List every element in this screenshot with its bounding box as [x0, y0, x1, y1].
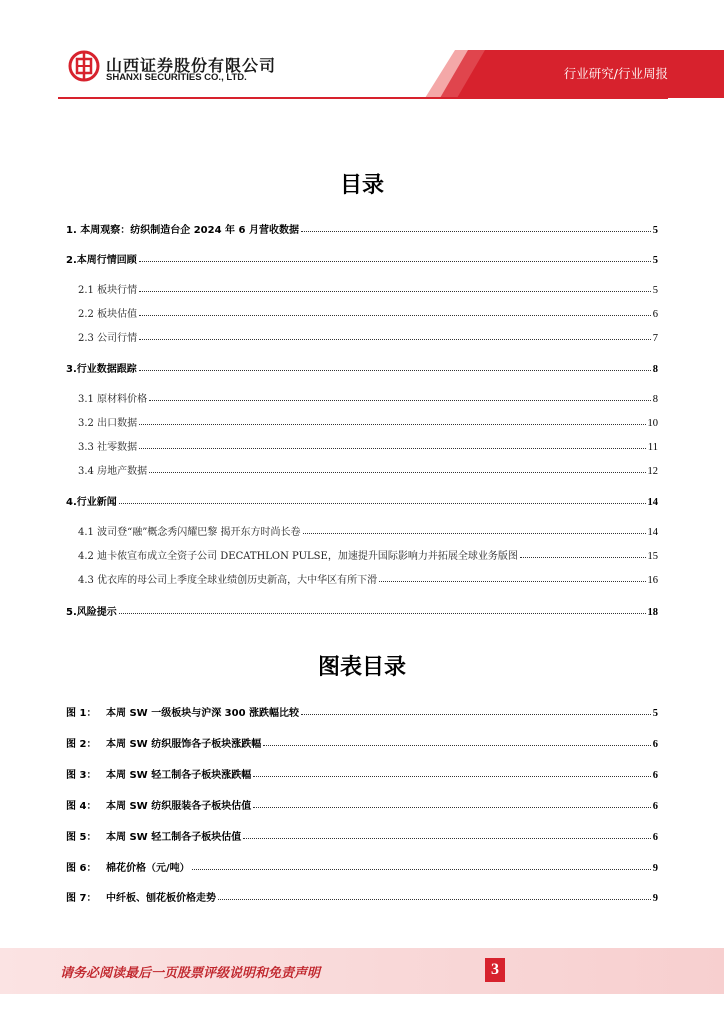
toc-item[interactable]: [78, 328, 658, 344]
toc-item-page: 5: [652, 255, 658, 266]
toc-item[interactable]: [78, 413, 658, 429]
company-name-en: SHANXI SECURITIES CO., LTD.: [106, 72, 247, 83]
toc-leader-dots: [301, 231, 651, 232]
toc-item-title: 4.3 优衣库的母公司上季度全球业绩创历史新高，大中华区有所下滑: [78, 575, 378, 586]
figure-page: 9: [652, 893, 658, 904]
toc-item-title: 3.2 出口数据: [78, 418, 138, 429]
toc-item-page: 5: [652, 285, 658, 296]
figures-title: 图表目录: [317, 655, 406, 680]
figure-title: 棉花价格（元/吨）: [106, 863, 190, 874]
toc-leader-dots: [139, 370, 651, 371]
toc-item-title: 4.1 波司登“融”概念秀闪耀巴黎 揭开东方时尚长卷: [78, 527, 301, 538]
figure-number: 图 7：: [66, 893, 97, 904]
figure-page: 6: [652, 801, 658, 812]
toc-item-page: 8: [652, 364, 658, 375]
toc-item[interactable]: [78, 304, 658, 320]
figure-number: 图 3：: [66, 770, 97, 781]
toc-item-page: 5: [652, 225, 658, 236]
toc-item-title: 2.2 板块估值: [78, 309, 138, 320]
figure-number: 图 4：: [66, 801, 97, 812]
toc-item-page: 14: [647, 497, 658, 508]
figure-leader-dots: [192, 869, 651, 870]
toc-leader-dots: [139, 291, 651, 292]
figure-number: 图 2：: [66, 739, 97, 750]
figure-number: 图 6：: [66, 863, 97, 874]
toc-leader-dots: [379, 581, 645, 582]
toc-item[interactable]: [78, 522, 658, 538]
figure-number: 图 5：: [66, 832, 97, 843]
toc-item-title: 3.行业数据跟踪: [66, 364, 137, 375]
toc-item[interactable]: [78, 389, 658, 405]
figure-page: 6: [652, 832, 658, 843]
toc-item-page: 15: [647, 551, 658, 562]
toc-item[interactable]: [66, 492, 658, 508]
toc-item-title: 3.4 房地产数据: [78, 466, 148, 477]
report-category: 行业研究/行业周报: [563, 66, 668, 81]
toc-item-title: 2.1 板块行情: [78, 285, 138, 296]
toc-leader-dots: [149, 472, 645, 473]
figure-leader-dots: [253, 807, 651, 808]
toc-leader-dots: [139, 448, 646, 449]
figure-item[interactable]: [66, 734, 658, 750]
toc-item-page: 8: [652, 394, 658, 405]
toc-item-page: 10: [647, 418, 658, 429]
toc-leader-dots: [149, 400, 651, 401]
toc-leader-dots: [119, 503, 646, 504]
toc-item-page: 14: [647, 527, 658, 538]
figure-item[interactable]: [66, 858, 658, 874]
toc-item[interactable]: [78, 437, 658, 453]
toc-item-page: 18: [647, 607, 658, 618]
toc-item-page: 7: [652, 333, 658, 344]
toc-item-title: 1. 本周观察：纺织制造台企 2024 年 6 月营收数据: [66, 225, 299, 236]
toc-item-title: 5.风险提示: [66, 607, 117, 618]
figure-item[interactable]: [66, 765, 658, 781]
figure-leader-dots: [243, 838, 651, 839]
figure-page: 9: [652, 863, 658, 874]
toc-leader-dots: [139, 424, 645, 425]
figure-title: 中纤板、刨花板价格走势: [106, 893, 216, 904]
figure-title: 本周 SW 纺织服装各子板块估值: [106, 801, 252, 812]
toc-item-title: 2.3 公司行情: [78, 333, 138, 344]
toc-item[interactable]: [66, 602, 658, 618]
toc-leader-dots: [303, 533, 646, 534]
figure-item[interactable]: [66, 888, 658, 904]
figure-leader-dots: [218, 899, 651, 900]
figure-page: 5: [652, 708, 658, 719]
figure-item[interactable]: [66, 827, 658, 843]
page-header: [0, 0, 724, 100]
figure-title: 本周 SW 轻工制各子板块涨跌幅: [106, 770, 252, 781]
toc-item[interactable]: [66, 220, 658, 236]
toc-item-page: 6: [652, 309, 658, 320]
figure-leader-dots: [253, 776, 651, 777]
footer-disclaimer: 请务必阅读最后一页股票评级说明和免责声明: [60, 966, 321, 981]
toc-item-title: 3.1 原材料价格: [78, 394, 148, 405]
toc-item-title: 4.行业新闻: [66, 497, 117, 508]
toc-leader-dots: [520, 557, 646, 558]
figure-leader-dots: [263, 745, 651, 746]
toc-leader-dots: [139, 261, 651, 262]
figure-item[interactable]: [66, 703, 658, 719]
figure-leader-dots: [301, 714, 651, 715]
figure-number: 图 1：: [66, 708, 97, 719]
header-divider: [58, 97, 668, 99]
toc-item-page: 12: [647, 466, 658, 477]
figure-item[interactable]: [66, 796, 658, 812]
toc-item[interactable]: [78, 570, 658, 586]
toc-leader-dots: [139, 339, 651, 340]
toc-title: 目录: [339, 173, 384, 198]
toc-item-page: 16: [647, 575, 658, 586]
toc-item[interactable]: [66, 250, 658, 266]
toc-item-title: 4.2 迪卡侬宣布成立全资子公司 DECATHLON PULSE，加速提升国际影响力并拓展全球业务版图: [78, 551, 518, 562]
figure-title: 本周 SW 纺织服饰各子板块涨跌幅: [106, 739, 262, 750]
figure-page: 6: [652, 770, 658, 781]
figure-title: 本周 SW 一级板块与沪深 300 涨跌幅比较: [106, 708, 300, 719]
toc-item-page: 11: [647, 442, 658, 453]
page-number: 3: [485, 958, 505, 982]
toc-item[interactable]: [78, 546, 658, 562]
toc-leader-dots: [139, 315, 651, 316]
toc-item[interactable]: [78, 461, 658, 477]
toc-item-title: 2.本周行情回顾: [66, 255, 137, 266]
company-name-cn: 山西证券股份有限公司: [106, 56, 277, 75]
toc-item[interactable]: [78, 280, 658, 296]
toc-item-title: 3.3 社零数据: [78, 442, 138, 453]
toc-leader-dots: [119, 613, 646, 614]
toc-item[interactable]: [66, 359, 658, 375]
figure-title: 本周 SW 轻工制各子板块估值: [106, 832, 242, 843]
figure-page: 6: [652, 739, 658, 750]
